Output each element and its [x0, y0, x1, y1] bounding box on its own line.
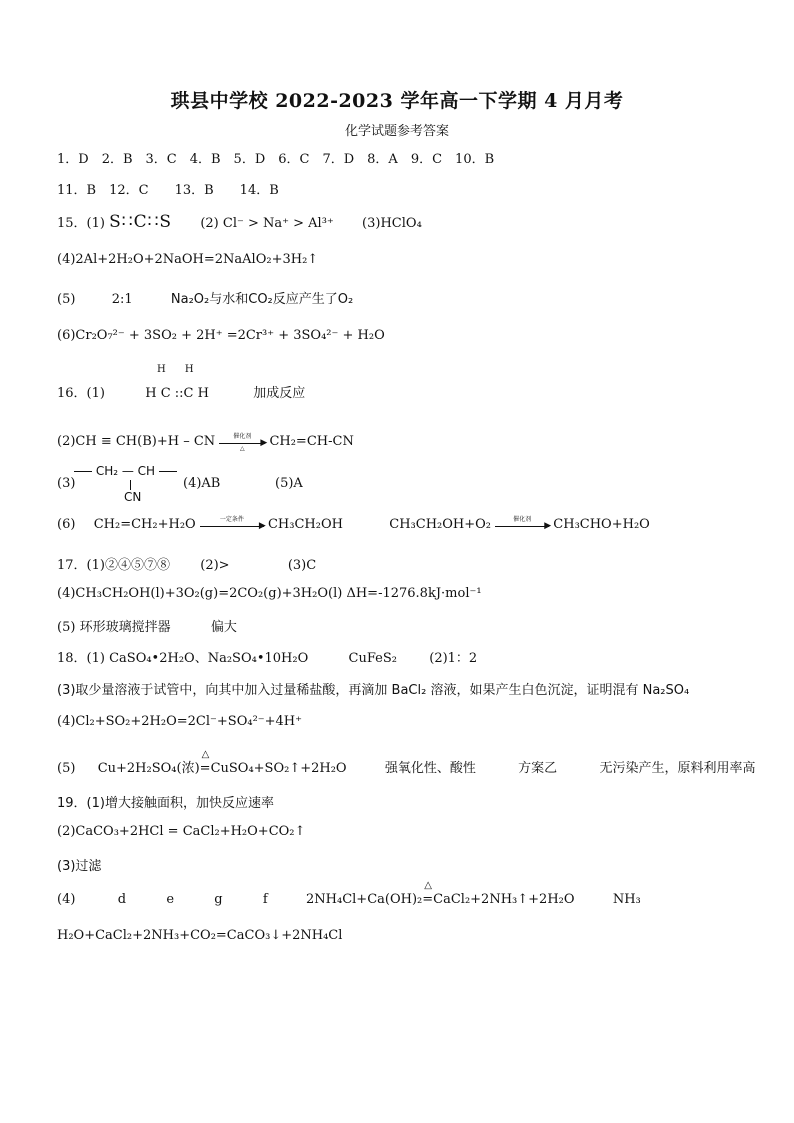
- cyano-group: CN: [124, 490, 142, 504]
- equals-heat-sign: △ =: [422, 880, 434, 907]
- eq2-arrow: [495, 515, 552, 531]
- equals-heat-sign: △ =: [199, 749, 211, 776]
- q19-connector-e: e: [166, 892, 175, 907]
- q15-part-2: (2) Cl⁻ > Na⁺ > Al³⁺: [200, 216, 334, 231]
- q18-eq-reactants: Cu+2H₂SO₄(浓): [97, 761, 200, 776]
- q17-part-5-b: 偏大: [210, 620, 237, 635]
- q18-part-2: (2)1：2: [429, 651, 478, 666]
- q19-part-2: (2)CaCO₃+2HCl = CaCl₂+H₂O+CO₂↑: [57, 824, 306, 839]
- q16-line-1: [57, 382, 305, 401]
- q19-part-1: 19．(1)增大接触面积，加快反应速率: [57, 796, 274, 811]
- q16-line-2: [57, 432, 354, 452]
- q17-line-1: [57, 554, 316, 573]
- q17-part-3: (3)C: [287, 558, 317, 573]
- arrow-head-icon: ▶: [260, 437, 268, 448]
- heat-icon: △: [201, 749, 210, 760]
- mc-answers-row-1: 1．D 2．B 3．C 4．B 5．D 6．C 7．D 8．A 9．C 10．B: [57, 152, 495, 167]
- q18-part-5-a: 强氧化性、酸性: [384, 761, 476, 776]
- q18-line-1: [57, 647, 477, 666]
- q18-part-1-a: 18．(1) CaSO₄•2H₂O、Na₂SO₄•10H₂O: [57, 651, 309, 666]
- q19-part-3: (3)过滤: [57, 859, 102, 874]
- q16-part-4: (4)AB: [183, 476, 221, 491]
- q19-part-4-label: (4): [57, 892, 76, 907]
- bond-left: [74, 471, 92, 472]
- eq1-condition: 一定条件: [219, 515, 244, 523]
- q15-part-5-label: (5): [57, 292, 76, 307]
- q17-part-2: (2)>: [200, 558, 230, 573]
- arrow-head-icon: ▶: [258, 520, 266, 531]
- q18-eq-products: CuSO₄+SO₂↑+2H₂O: [210, 761, 347, 776]
- q19-connector-d: d: [117, 892, 127, 907]
- eq2-condition: 催化剂: [513, 515, 532, 523]
- q16-reaction-type: 加成反应: [253, 386, 306, 401]
- q15-part-3-formula: HClO₄: [380, 216, 422, 231]
- q17-part-1: 17．(1)②④⑤⑦⑧: [57, 558, 170, 573]
- q19-eq-products: CaCl₂+2NH₃↑+2H₂O: [433, 892, 575, 907]
- q19-line-4: [57, 880, 641, 907]
- q17-part-5-label: (5): [57, 620, 76, 635]
- eq2-product: CH₃CHO+H₂O: [553, 517, 650, 532]
- eq1-arrow: [200, 515, 266, 531]
- bond-vertical: [130, 480, 131, 490]
- q19-connector-f: f: [262, 892, 268, 907]
- q16-part-5: (5)A: [275, 476, 303, 491]
- q17-line-5: [57, 616, 237, 635]
- eq2-reactants: CH₃CH₂OH+O₂: [389, 517, 491, 532]
- heat-icon: △: [424, 880, 432, 891]
- page-title: 珙县中学校 2022-2023 学年高一下学期 4 月月考: [170, 90, 624, 112]
- q18-part-3: (3)取少量溶液于试管中，向其中加入过量稀盐酸，再滴加 BaCl₂ 溶液，如果产生白色沉淀，证明混有 Na₂SO₄: [57, 683, 690, 698]
- q15-part-6: (6)Cr₂O₇²⁻ + 3SO₂ + 2H⁺ =2Cr³⁺ + 3SO₄²⁻ + H₂O: [57, 328, 385, 343]
- q17-part-4: (4)CH₃CH₂OH(l)+3O₂(g)=2CO₂(g)+3H₂O(l) ΔH=-1276.8kJ·mol⁻¹: [57, 586, 482, 601]
- eq1-product: CH₃CH₂OH: [267, 517, 343, 532]
- q15-part-4: (4)2Al+2H₂O+2NaOH=2NaAlO₂+3H₂↑: [57, 252, 319, 267]
- arrow-shaft: [219, 443, 265, 444]
- arrow-shaft: [495, 526, 549, 527]
- q15-part-5-ratio: 2:1: [111, 292, 133, 307]
- q15-line-5: [57, 288, 353, 307]
- polyacrylonitrile-structure: [74, 464, 177, 478]
- polymer-chain: CH₂ — CH: [95, 464, 156, 478]
- arrow-head-icon: ▶: [544, 520, 552, 531]
- eq1-reactants: CH₂=CH₂+H₂O: [93, 517, 196, 532]
- q15-line-1: [57, 212, 422, 232]
- ethylene-electron-structure: H C ::C H: [145, 386, 209, 401]
- q16-part-6-label: (6): [57, 517, 76, 532]
- q18-part-5-c: 无污染产生，原料利用率高: [599, 761, 756, 776]
- q18-part-5-b: 方案乙: [518, 761, 558, 776]
- cs2-lewis-structure: S∷C∷S: [109, 212, 173, 232]
- q19-eq-reactants: 2NH₄Cl+Ca(OH)₂: [306, 892, 423, 907]
- reaction-arrow: [219, 432, 268, 452]
- mc-answers-row-2: 11．B 12．C 13．B 14．B: [57, 183, 279, 198]
- q19-part-5: H₂O+CaCl₂+2NH₃+CO₂=CaCO₃↓+2NH₄Cl: [57, 928, 343, 943]
- q16-line-6: [57, 517, 650, 532]
- arrow-shaft: [200, 526, 264, 527]
- q15-part-3-label: (3): [362, 216, 381, 231]
- page-subtitle: 化学试题参考答案: [344, 124, 449, 139]
- q18-part-1-b: CuFeS₂: [348, 651, 397, 666]
- q18-line-5: [57, 749, 756, 776]
- q16-part-2-product: CH₂=CH-CN: [269, 434, 354, 449]
- condition-heat: △: [239, 444, 245, 452]
- q18-part-5-label: (5): [57, 761, 76, 776]
- bond-right: [159, 471, 177, 472]
- condition-catalyst: 催化剂: [233, 432, 252, 440]
- q19-connector-g: g: [214, 892, 223, 907]
- q15-part-5-text: Na₂O₂与水和CO₂反应产生了O₂: [170, 292, 354, 307]
- ethylene-hydrogen-top: H H: [157, 364, 202, 375]
- q16-part-3-label: (3): [57, 476, 76, 491]
- q15-number: 15．(1): [57, 216, 105, 231]
- q18-part-4: (4)Cl₂+SO₂+2H₂O=2Cl⁻+SO₄²⁻+4H⁺: [57, 714, 303, 729]
- q16-part-2-reactants: (2)CH ≡ CH(B)+H – CN: [57, 434, 216, 449]
- q19-gas: NH₃: [612, 892, 641, 907]
- q17-part-5-a: 环形玻璃搅拌器: [79, 620, 171, 635]
- q16-number: 16．(1): [57, 386, 105, 401]
